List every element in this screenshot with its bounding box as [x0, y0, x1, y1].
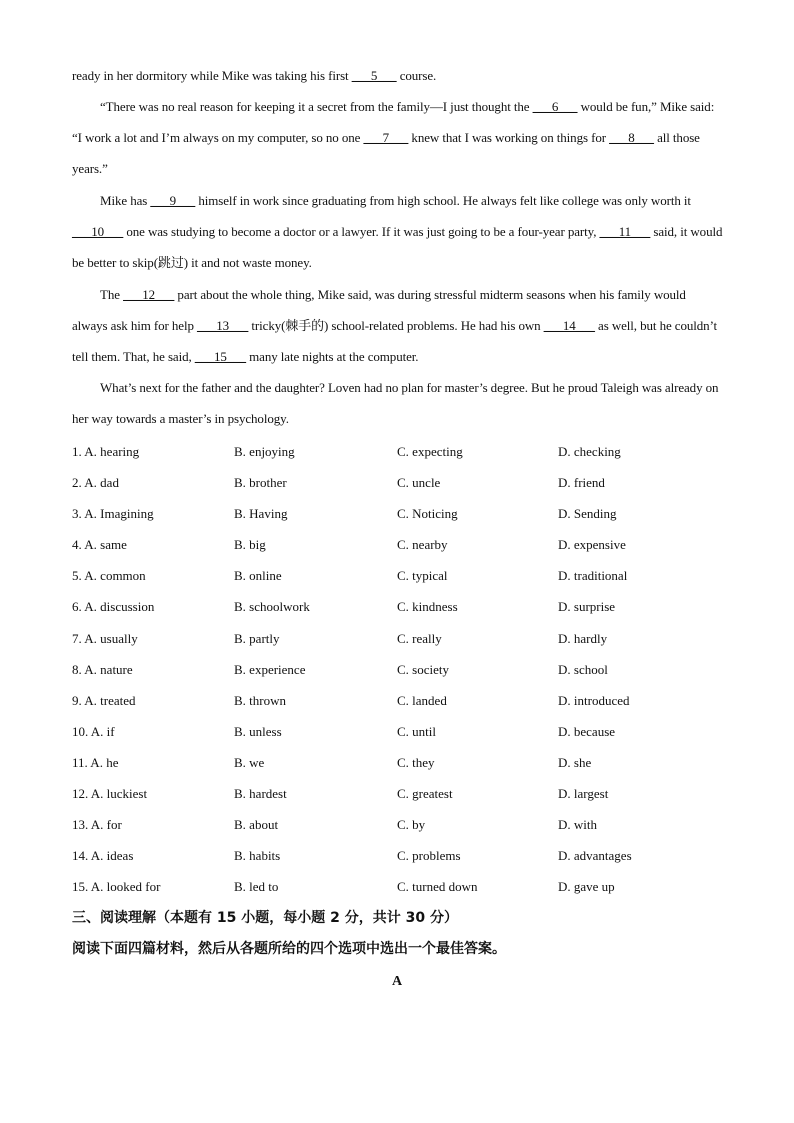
- option-d: D. school: [558, 661, 608, 677]
- option-b: B. brother: [234, 475, 287, 491]
- passage-text: ready in her dormitory while Mike was taking his first: [72, 68, 352, 83]
- option-b: B. thrown: [234, 692, 286, 708]
- passage-text: Mike has: [100, 193, 151, 208]
- passage-paragraph-2: [72, 91, 724, 185]
- option-d: D. surprise: [558, 599, 616, 615]
- option-c: C. typical: [397, 568, 448, 584]
- option-d: D. checking: [558, 444, 621, 459]
- option-d: D. hardly: [558, 630, 608, 646]
- option-row: [72, 778, 732, 809]
- passage-text: “There was no real reason for keeping it a secret from the family—I just thought the: [100, 99, 533, 114]
- option-b: B. led to: [234, 879, 279, 895]
- option-c: C. greatest: [397, 786, 453, 802]
- option-c: C. turned down: [397, 879, 478, 895]
- option-row: [72, 716, 732, 747]
- option-a: 4. A. same: [72, 537, 127, 553]
- option-row: [72, 871, 732, 902]
- passage-text: tricky(棘手的) school-related problems. He had his own: [248, 318, 544, 334]
- option-b: B. Having: [234, 506, 288, 522]
- option-d: D. advantages: [558, 848, 632, 864]
- passage-text: would be fun,” Mike said: “I work a lot and I’m always on my computer, so no one: [72, 99, 715, 146]
- option-a: 10. A. if: [72, 723, 115, 739]
- section-instruction: 阅读下面四篇材料，然后从各题所给的四个选项中选出一个最佳答案。: [72, 941, 506, 957]
- option-row: [72, 436, 732, 467]
- passage-text: The: [100, 287, 124, 302]
- blank-5: ___5___: [351, 68, 397, 83]
- option-a: 2. A. dad: [72, 475, 119, 491]
- option-b: B. unless: [234, 723, 282, 739]
- option-c: C. landed: [397, 692, 447, 708]
- option-a: 5. A. common: [72, 568, 146, 584]
- option-a: 9. A. treated: [72, 692, 136, 708]
- passage-text: knew that I was working on things for: [408, 130, 610, 146]
- option-a: 13. A. for: [72, 817, 122, 833]
- option-b: B. experience: [234, 661, 306, 677]
- passage-text: all those years.”: [72, 130, 700, 177]
- option-row: [72, 747, 732, 778]
- option-b: B. habits: [234, 848, 281, 864]
- option-a: 8. A. nature: [72, 661, 133, 677]
- blank-9: ___9___: [150, 193, 196, 208]
- passage-paragraph-4: [72, 279, 724, 373]
- option-a: 12. A. luckiest: [72, 786, 148, 802]
- option-b: B. schoolwork: [234, 599, 310, 615]
- passage-text: one was studying to become a doctor or a lawyer. If it was just going to be a four-year party,: [123, 224, 600, 240]
- option-c: C. kindness: [397, 599, 458, 615]
- passage-text: said, it would be better to skip(跳过) it and not waste money.: [72, 224, 723, 271]
- option-c: C. problems: [397, 848, 461, 864]
- option-c: C. nearby: [397, 537, 448, 553]
- option-c: C. society: [397, 661, 449, 677]
- option-a: 11. A. he: [72, 754, 119, 770]
- option-d: D. friend: [558, 475, 605, 491]
- option-row: [72, 560, 732, 591]
- passage-text: course.: [396, 68, 437, 83]
- option-a: 1. A. hearing: [72, 444, 140, 459]
- option-c: C. expecting: [397, 444, 463, 459]
- blank-15: ___15___: [194, 349, 247, 365]
- blank-6: ___6___: [532, 99, 578, 114]
- passage-text: many late nights at the computer.: [246, 349, 419, 365]
- option-a: 6. A. discussion: [72, 599, 155, 615]
- option-d: D. gave up: [558, 879, 615, 895]
- blank-10: ___10___: [72, 224, 124, 240]
- option-d: D. expensive: [558, 537, 626, 553]
- option-row: [72, 809, 732, 840]
- options-list: [72, 436, 732, 902]
- option-row: [72, 529, 732, 560]
- blank-11: ___11___: [599, 224, 651, 240]
- blank-12: ___12___: [123, 287, 175, 302]
- passage-text: part about the whole thing, Mike said, was during stressful midterm seasons when his family would always ask him for help: [72, 287, 686, 334]
- option-c: C. until: [397, 723, 437, 739]
- option-b: B. about: [234, 817, 279, 833]
- option-row: [72, 685, 732, 716]
- option-a: 3. A. Imagining: [72, 506, 154, 522]
- option-row: [72, 498, 732, 529]
- option-b: B. partly: [234, 630, 280, 646]
- option-row: [72, 623, 732, 654]
- blank-14: ___14___: [543, 318, 595, 334]
- option-d: D. Sending: [558, 506, 617, 522]
- option-c: C. really: [397, 630, 442, 646]
- option-b: B. we: [234, 754, 265, 770]
- option-c: C. they: [397, 754, 435, 770]
- blank-8: ___8___: [609, 130, 654, 146]
- option-d: D. she: [558, 754, 592, 770]
- blank-7: ___7___: [363, 130, 409, 146]
- option-d: D. traditional: [558, 568, 628, 584]
- option-b: B. hardest: [234, 786, 287, 802]
- part-heading: A: [391, 974, 403, 989]
- option-c: C. by: [397, 817, 426, 833]
- option-d: D. with: [558, 817, 597, 833]
- option-row: [72, 591, 732, 622]
- option-c: C. Noticing: [397, 506, 458, 522]
- option-a: 7. A. usually: [72, 630, 138, 646]
- blank-13: ___13___: [197, 318, 249, 334]
- option-a: 14. A. ideas: [72, 848, 134, 864]
- option-c: C. uncle: [397, 475, 441, 491]
- option-a: 15. A. looked for: [72, 879, 161, 895]
- option-b: B. online: [234, 568, 282, 584]
- option-d: D. largest: [558, 786, 609, 802]
- option-row: [72, 654, 732, 685]
- option-row: [72, 467, 732, 498]
- option-row: [72, 840, 732, 871]
- section-title: 三、阅读理解（本题有 15 小题，每小题 2 分，共计 30 分）: [72, 910, 458, 926]
- passage-paragraph-3: [72, 185, 724, 279]
- option-d: D. because: [558, 723, 616, 739]
- option-b: B. enjoying: [234, 444, 295, 459]
- option-b: B. big: [234, 537, 266, 553]
- passage-line-1: [72, 60, 724, 91]
- option-d: D. introduced: [558, 692, 630, 708]
- passage-paragraph-5: What’s next for the father and the daughter? Loven had no plan for master’s degree. But he proud Taleigh was already on her way towards a master’s in psychology.: [72, 380, 719, 427]
- passage-text: himself in work since graduating from high school. He always felt like college was only worth it: [195, 193, 691, 208]
- passage-text: as well, but he couldn’t tell them. That, he said,: [72, 318, 718, 365]
